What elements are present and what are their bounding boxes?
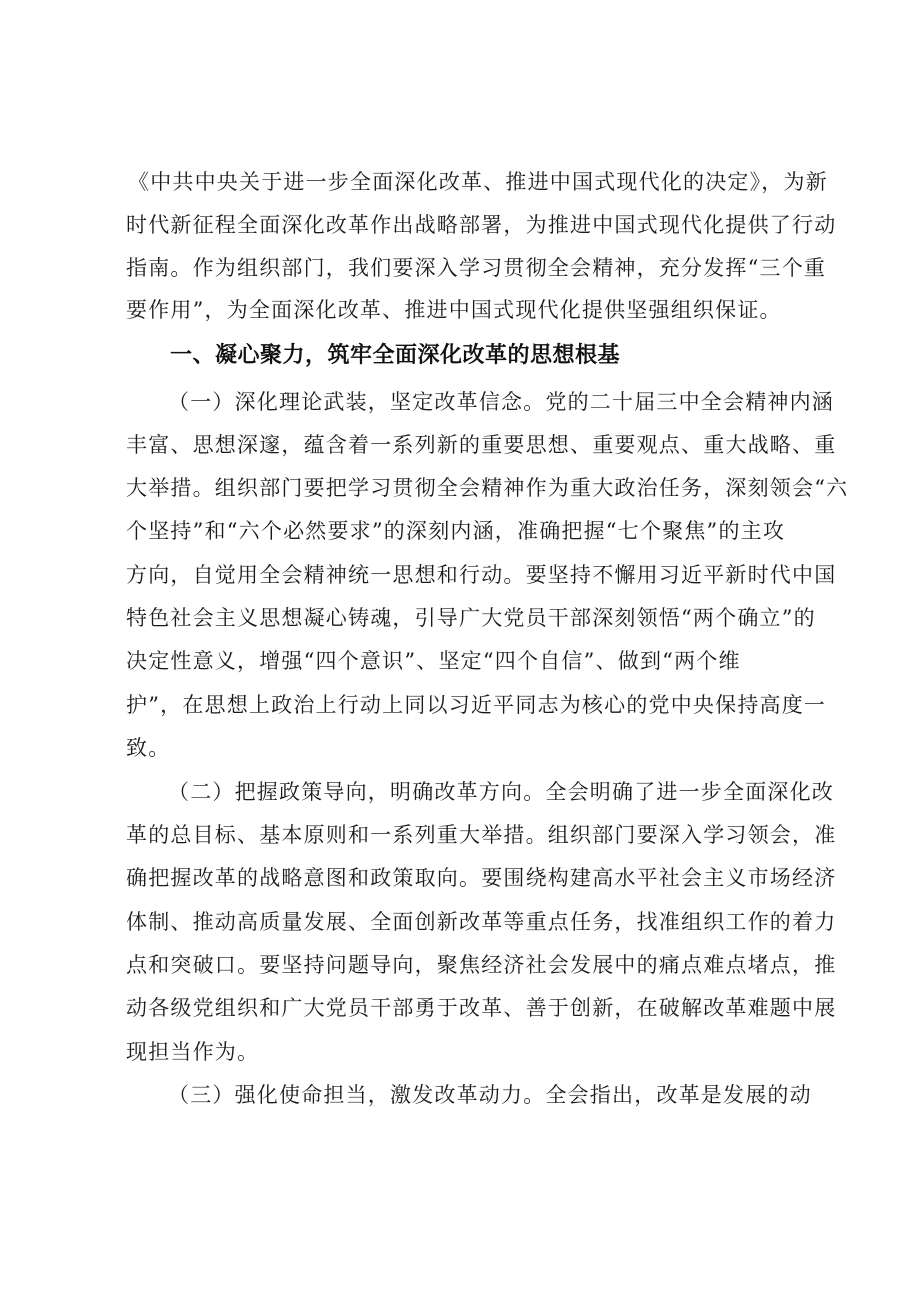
- paragraph-line: 特色社会主义思想凝心铸魂，引导广大党员干部深刻领悟“两个确立”的: [126, 606, 816, 630]
- intro-line: 要作用”，为全面深化改革、推进中国式现代化提供坚强组织保证。: [126, 298, 782, 322]
- intro-line: 时代新征程全面深化改革作出战略部署，为推进中国式现代化提供了行动: [126, 213, 837, 237]
- paragraph-line: 致。: [126, 736, 171, 760]
- paragraph-line: 个坚持”和“六个必然要求”的深刻内涵，准确把握“七个聚焦”的主攻: [126, 519, 786, 543]
- intro-line: 《中共中央关于进一步全面深化改革、推进中国式现代化的决定》，为新: [128, 170, 828, 194]
- section-heading: 一、凝心聚力，筑牢全面深化改革的思想根基: [170, 343, 621, 368]
- paragraph-line: 现担当作为。: [126, 1040, 260, 1064]
- intro-line: 指南。作为组织部门，我们要深入学习贯彻全会精神，充分发挥“三个重: [126, 256, 827, 280]
- paragraph-line: 丰富、思想深邃，蕴含着一系列新的重要思想、重要观点、重大战略、重: [126, 433, 837, 457]
- paragraph-line: （二）把握政策导向，明确改革方向。全会明确了进一步全面深化改: [168, 780, 834, 804]
- paragraph-line: 护”，在思想上政治上行动上同以习近平同志为核心的党中央保持高度一: [126, 693, 827, 717]
- paragraph-line: 大举措。组织部门要把学习贯彻全会精神作为重大政治任务，深刻领会“六: [126, 476, 849, 500]
- paragraph-line: 革的总目标、基本原则和一系列重大举措。组织部门要深入学习领会，准: [126, 823, 837, 847]
- paragraph-line: 点和突破口。要坚持问题导向，聚焦经济社会发展中的痛点难点堵点，推: [126, 953, 837, 977]
- paragraph-line: 确把握改革的战略意图和政策取向。要围绕构建高水平社会主义市场经济: [126, 866, 837, 890]
- paragraph-line: 方向，自觉用全会精神统一思想和行动。要坚持不懈用习近平新时代中国: [126, 563, 837, 587]
- paragraph-line: （一）深化理论武装，坚定改革信念。党的二十届三中全会精神内涵: [168, 390, 834, 414]
- paragraph-line: 动各级党组织和广大党员干部勇于改革、善于创新，在破解改革难题中展: [126, 996, 837, 1020]
- paragraph-line: 决定性意义，增强“四个意识”、坚定“四个自信”、做到“两个维: [126, 649, 741, 673]
- paragraph-line: 体制、推动高质量发展、全面创新改革等重点任务，找准组织工作的着力: [126, 910, 837, 934]
- paragraph-line: （三）强化使命担当，激发改革动力。全会指出，改革是发展的动: [168, 1083, 812, 1107]
